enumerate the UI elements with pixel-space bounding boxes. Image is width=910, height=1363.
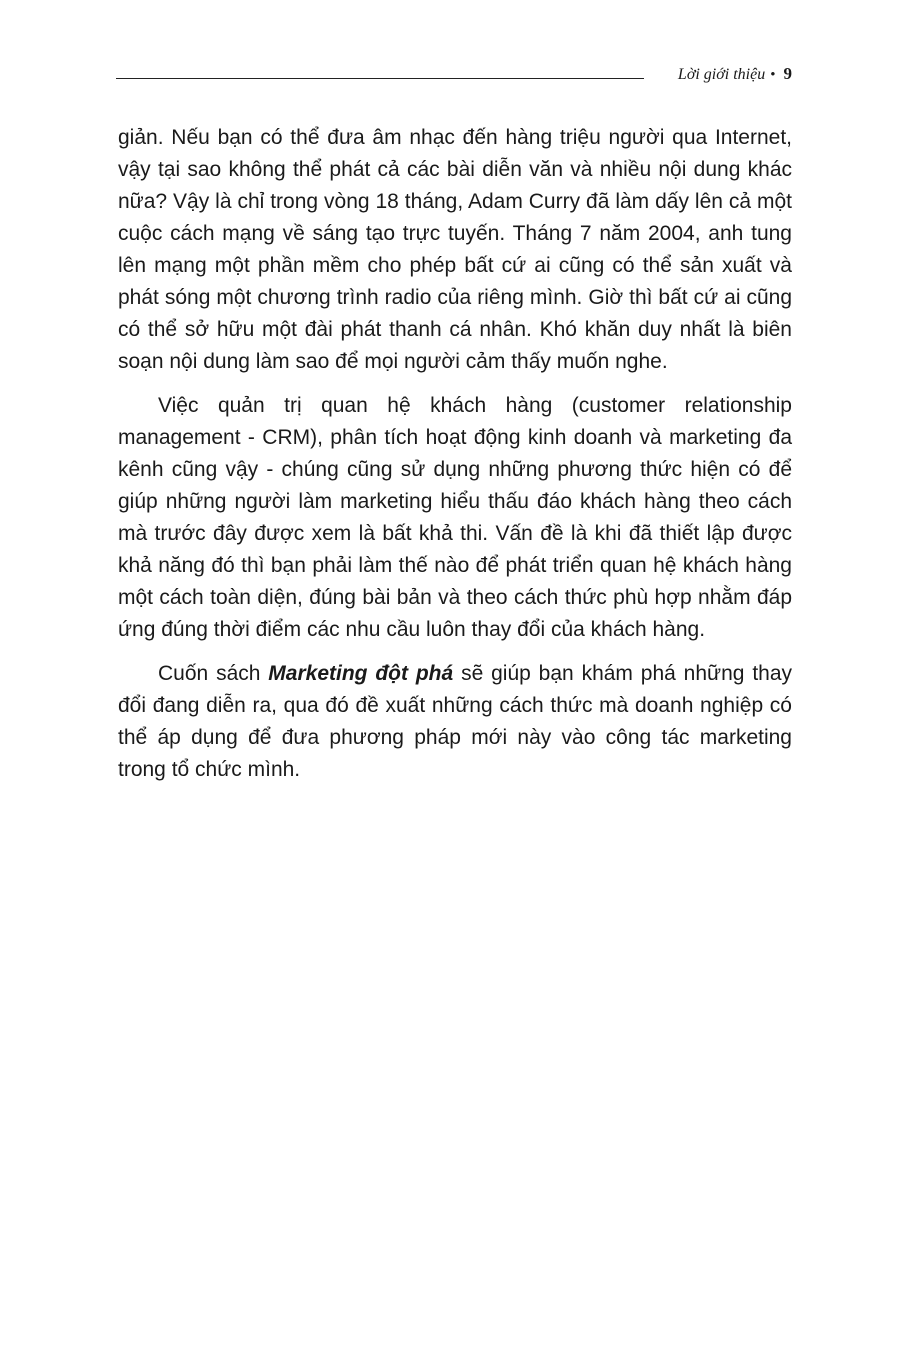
book-title: Marketing đột phá <box>268 662 454 685</box>
header-rule <box>116 78 644 79</box>
paragraph-1: giản. Nếu bạn có thể đưa âm nhạc đến hàng triệu người qua Internet, vậy tại sao không thể phát cả các bài diễn văn và nhiều nội dung khác nữa? Vậy là chỉ trong vòng 18 tháng, Adam Curry đã làm dấy lên cả một cuộc cách mạng về sáng tạo trực tuyến. Tháng 7 năm 2004, anh tung lên mạng một phần mềm cho phép bất cứ ai cũng có thể sản xuất và phát sóng một chương trình radio của riêng mình. Giờ thì bất cứ ai cũng có thể sở hữu một đài phát thanh cá nhân. Khó khăn duy nhất là biên soạn nội dung làm sao để mọi người cảm thấy muốn nghe. <box>118 126 792 373</box>
paragraph-3 <box>118 658 792 786</box>
body-text <box>118 122 792 798</box>
running-head <box>116 60 792 90</box>
bullet-separator: • <box>770 67 776 83</box>
chapter-title: Lời giới thiệu <box>677 66 766 83</box>
paragraph-3-rest: sẽ giúp bạn khám phá những thay đổi đang diễn ra, qua đó đề xuất những cách thức mà doanh nghiệp có thể áp dụng để đưa phương pháp mới này vào công tác marketing trong tổ chức mình. <box>118 662 793 781</box>
running-head-text <box>678 64 792 84</box>
paragraph-2: Việc quản trị quan hệ khách hàng (customer relationship management - CRM), phân tích hoạt động kinh doanh và marketing đa kênh cũng vậy - chúng cũng sử dụng những phương thức hiện có để giúp những người làm marketing hiểu thấu đáo khách hàng theo cách mà trước đây được xem là bất khả thi. Vấn đề là khi đã thiết lập được khả năng đó thì bạn phải làm thế nào để phát triển quan hệ khách hàng một cách toàn diện, đúng bài bản và theo cách thức phù hợp nhằm đáp ứng đúng thời điểm các nhu cầu luôn thay đổi của khách hàng. <box>118 394 792 641</box>
paragraph-3-lead: Cuốn sách <box>158 662 269 685</box>
page-number: 9 <box>783 64 792 83</box>
